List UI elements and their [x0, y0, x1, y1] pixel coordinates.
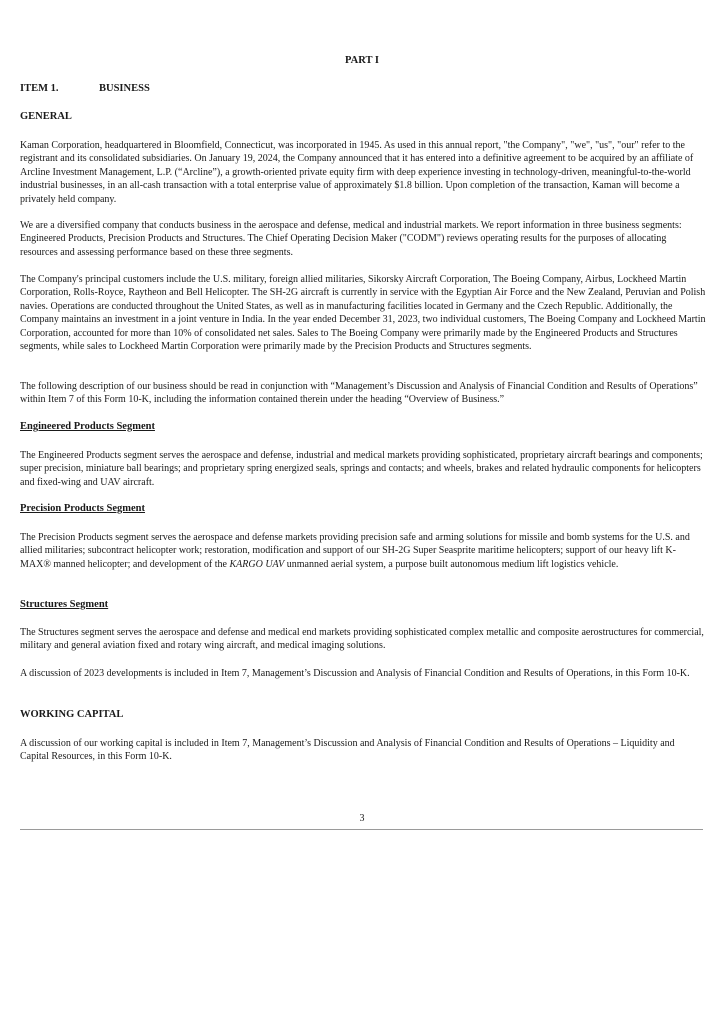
page-number: 3 — [359, 813, 365, 824]
item-title: BUSINESS — [99, 83, 150, 94]
general-paragraph-3: The Company's principal customers include the U.S. military, foreign allied militaries, Sikorsky Aircraft Corporation, The Boeing Company, Airbus, Lockheed Martin Corporation, Rolls-Royce, Raytheon and Bell Helicopter. The SH-2G aircraft is currently in service with the Egyptian Air Force and the New Zealand, Peruvian and Polish navies. Operations are conducted throughout the United States, as well as in manufacturing facilities located in Germany and the Czech Republic. Additionally, the Company maintains an investment in a joint venture in India. In the year ended December 31, 2023, two individual customers, The Boeing Company and Lockheed Martin Corporation, accounted for more than 10% of consolidated net sales. Sales to The Boeing Company were primarily made by the Engineered Products and Structures segments, while sales to Lockheed Martin Corporation were primarily made by the Precision Products and Structures segments. — [20, 274, 706, 353]
engineered-products-heading: Engineered Products Segment — [20, 421, 155, 432]
structures-heading: Structures Segment — [20, 599, 109, 610]
structures-paragraph-1: The Structures segment serves the aerospace and defense and medical end markets providing sophisticated complex metallic and composite aerostructures for commercial, military and general aviation fixed and rotary wing aircraft, and medical imaging solutions. — [20, 627, 704, 652]
general-paragraph-1: Kaman Corporation, headquartered in Bloomfield, Connecticut, was incorporated in 1945. As used in this annual report, "the Company", "we", "us", "our" refer to the registrant and its consolidated subsidiaries. On January 19, 2024, the Company announced that it has entered into a definitive agreement to be acquired by an affiliate of Arcline Investment Management, L.P. (“Arcline”), a growth-oriented private equity firm with deep experience investing in technology-driven, meaningful-to-the-world industrial businesses, in an all-cash transaction with a total enterprise value of approximately $1.8 billion. Upon completion of the transaction, Kaman will become a privately held company. — [20, 140, 694, 205]
working-capital-paragraph: A discussion of our working capital is included in Item 7, Management’s Discussion and Analysis of Financial Condition and Results of Operations – Liquidity and Capital Resources, in this Form 10-K. — [20, 738, 675, 763]
structures-paragraph-2: A discussion of 2023 developments is included in Item 7, Management’s Discussion and Analysis of Financial Condition and Results of Operations, in this Form 10-K. — [20, 668, 690, 679]
kargo-uav-italic: KARGO UAV — [229, 558, 285, 570]
engineered-products-paragraph: The Engineered Products segment serves the aerospace and defense, industrial and medical markets providing sophisticated, proprietary aircraft bearings and components; super precision, miniature ball bearings; and proprietary spring energized seals, springs and contacts; and wheels, brakes and related hydraulic components for helicopters and fixed-wing and UAV aircraft. — [20, 450, 703, 488]
precision-products-heading: Precision Products Segment — [20, 503, 146, 514]
precision-products-paragraph — [20, 531, 706, 571]
footer-divider — [20, 829, 703, 830]
item-heading — [20, 83, 150, 94]
precision-text-before: The Precision Products segment serves the aerospace and defense markets providing precision safe and arming solutions for missile and bomb systems for the U.S. and allied militaries; subcontract helicopter work; restoration, modification and support of our SH-2G Super Seasprite maritime helicopters; support of our heavy lift K-MAX® manned helicopter; and development of the — [20, 532, 690, 570]
item-number: ITEM 1. — [20, 83, 59, 94]
general-paragraph-4: The following description of our business should be read in conjunction with “Management’s Discussion and Analysis of Financial Condition and Results of Operations” within Item 7 of this Form 10-K, including the information contained therein under the heading “Overview of Business.” — [20, 381, 698, 406]
general-heading: GENERAL — [20, 111, 72, 122]
working-capital-heading: WORKING CAPITAL — [20, 709, 124, 720]
general-paragraph-2: We are a diversified company that conducts business in the aerospace and defense, medical and industrial markets. We report information in three business segments: Engineered Products, Precision Products and Structures. The Chief Operating Decision Maker ("CODM") reviews operating results for the purposes of allocating resources and assessing performance based on these three segments. — [20, 220, 682, 258]
part-heading: PART I — [345, 55, 379, 66]
precision-text-after: unmanned aerial system, a purpose built autonomous medium lift logistics vehicle. — [284, 558, 619, 570]
